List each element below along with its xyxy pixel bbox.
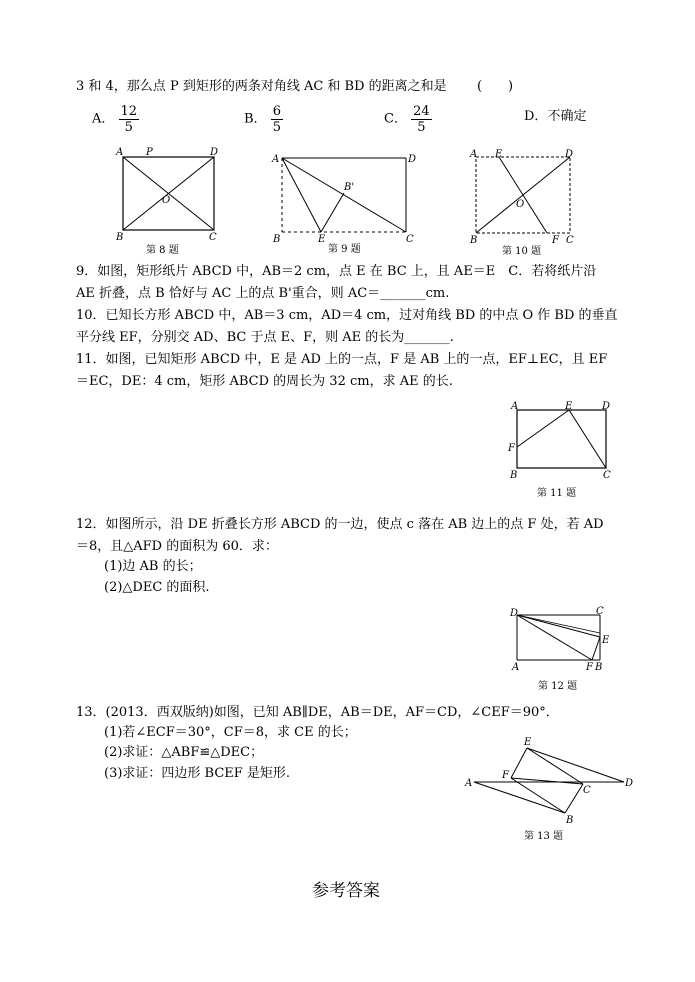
fig13-label-b: B (566, 815, 574, 826)
fig8-label-c: C (209, 232, 217, 243)
option-c-num: 24 (413, 104, 430, 119)
figure-11 (503, 398, 623, 503)
fig10-label-d: D (565, 149, 574, 160)
fig13-segment-ec (527, 748, 583, 784)
fig11-label-b: B (510, 470, 518, 481)
fig8-label-o: O (162, 195, 171, 206)
fig13-label-f: F (502, 770, 509, 781)
option-b-label: B． (244, 111, 267, 127)
fig12-label-a: A (512, 662, 520, 673)
figure-8 (110, 145, 225, 257)
option-c-fraction (411, 104, 432, 135)
fig8-caption: 第 8 题 (146, 245, 179, 256)
fig13-label-a: A (465, 778, 473, 789)
fig11-caption: 第 11 题 (537, 488, 577, 499)
q11-line1: 11．如图，已知矩形 ABCD 中，E 是 AD 上的一点，F 是 AB 上的一点，EF⊥EC，且 EF (76, 352, 608, 367)
figure-12 (505, 605, 620, 695)
figure-10 (465, 147, 580, 259)
fig12-shading-line (517, 615, 600, 633)
q13-sub3: (3)求证：四边形 BCEF 是矩形. (104, 766, 291, 781)
fig11-label-e: E (565, 401, 573, 412)
fig13-segment-ef (511, 748, 527, 778)
fig10-label-e: E (495, 149, 503, 160)
option-a-fraction (119, 104, 140, 135)
q13-sub1: (1)若∠ECF＝30°，CF＝8，求 CE 的长； (104, 725, 357, 740)
fig11-label-c: C (603, 470, 611, 481)
fig9-label-d: D (408, 154, 417, 165)
fig13-segment-ed (527, 748, 624, 782)
fig10-label-c: C (566, 235, 574, 246)
fig9-label-bprime: B' (344, 182, 355, 193)
q12-sub2: (2)△DEC 的面积. (104, 580, 210, 595)
fig9-caption: 第 9 题 (328, 244, 361, 255)
fig11-segment-fe (517, 410, 569, 447)
fig8-label-d: D (210, 147, 219, 158)
option-c-label: C． (384, 111, 407, 127)
fig13-caption: 第 13 题 (524, 831, 564, 842)
q9-line2: AE 折叠，点 B 恰好与 AC 上的点 B'重合，则 AC＝_______cm. (76, 286, 450, 301)
q12-line1: 12．如图所示，沿 DE 折叠长方形 ABCD 的一边，使点 c 落在 AB 边上的点 F 处，若 AD (76, 517, 604, 532)
q10-line1: 10．已知长方形 ABCD 中，AB＝3 cm，AD＝4 cm，过对角线 BD 的中点 O 作 BD 的垂直 (76, 308, 618, 323)
q11-line2: ＝EC，DE：4 cm，矩形 ABCD 的周长为 32 cm，求 AE 的长. (76, 374, 453, 389)
q12-sub1: (1)边 AB 的长； (104, 559, 202, 574)
option-d-label: D． (524, 109, 548, 124)
fig12-label-f: F (586, 662, 593, 673)
q8-paren: ( ) (476, 79, 514, 94)
q10-line2: 平分线 EF，分别交 AD、BC 于点 E、F，则 AE 的长为_______. (76, 330, 454, 345)
option-d-text: 不确定 (547, 109, 587, 124)
option-b (244, 104, 283, 135)
fig11-rectangle (517, 410, 606, 468)
q8-stem-text: 3 和 4，那么点 P 到矩形的两条对角线 AC 和 BD 的距离之和是 (76, 79, 447, 94)
option-a (92, 104, 139, 135)
q8-stem (76, 77, 513, 97)
fig11-label-a: A (511, 401, 519, 412)
fig8-label-a: A (116, 147, 124, 158)
fig10-label-b: B (470, 235, 478, 246)
fig13-label-d: D (625, 778, 634, 789)
fig10-caption: 第 10 题 (502, 246, 542, 257)
fig10-label-a: A (470, 149, 478, 160)
option-b-den: 5 (272, 120, 281, 135)
q9-line1: 9．如图，矩形纸片 ABCD 中，AB＝2 cm，点 E 在 BC 上，且 AE＝E C．若将纸片沿 (76, 264, 597, 279)
fig13-segment-ab (474, 782, 565, 813)
fig13-segment-cb (565, 784, 583, 813)
q13-sub2: (2)求证：△ABF≌△DEC； (104, 745, 264, 760)
fig9-label-a: A (272, 154, 280, 165)
option-b-num: 6 (272, 104, 281, 119)
figure-13 (462, 733, 637, 845)
fig12-caption: 第 12 题 (538, 681, 578, 692)
fig11-label-f: F (508, 443, 515, 454)
figure-9 (268, 148, 423, 258)
fig9-label-c: C (406, 234, 414, 245)
fig8-label-p: P (146, 147, 153, 158)
fig8-label-b: B (116, 232, 124, 243)
fig13-segment-fb (511, 778, 565, 813)
fig12-label-b: B (595, 662, 603, 673)
fig12-segment-df (517, 615, 592, 660)
fig9-eb-prime (321, 193, 344, 232)
q13-line1: 13．(2013．西双版纳)如图，已知 AB∥DE，AB＝DE，AF＝CD，∠CEF＝90°． (76, 705, 559, 720)
fig10-label-o: O (516, 199, 525, 210)
fig12-label-c: C (596, 606, 604, 617)
option-c (384, 104, 432, 135)
fig11-label-d: D (602, 401, 611, 412)
answer-title: 参考答案 (312, 881, 380, 901)
option-a-num: 12 (120, 104, 138, 119)
q12-line2: ＝8，且△AFD 的面积为 60．求： (76, 539, 278, 554)
fig9-label-b: B (273, 234, 281, 245)
option-b-fraction (271, 104, 283, 135)
fig13-segment-fc (511, 778, 583, 784)
fig11-segment-ec (569, 410, 606, 468)
fig13-label-c: C (583, 785, 591, 796)
fig9-diagonal-ac (282, 158, 406, 232)
fig12-label-d: D (510, 608, 519, 619)
fig10-label-f: F (552, 235, 559, 246)
option-a-label: A． (92, 111, 115, 127)
fig12-label-e: E (602, 635, 610, 646)
fig10-segment-ef (499, 157, 547, 233)
fig9-label-e: E (318, 234, 326, 245)
option-d (524, 107, 586, 127)
option-a-den: 5 (119, 119, 140, 135)
fig12-segment-fe (592, 637, 600, 660)
fig12-fold-de (517, 615, 600, 637)
fig13-label-e: E (524, 737, 532, 748)
option-c-den: 5 (411, 119, 432, 135)
